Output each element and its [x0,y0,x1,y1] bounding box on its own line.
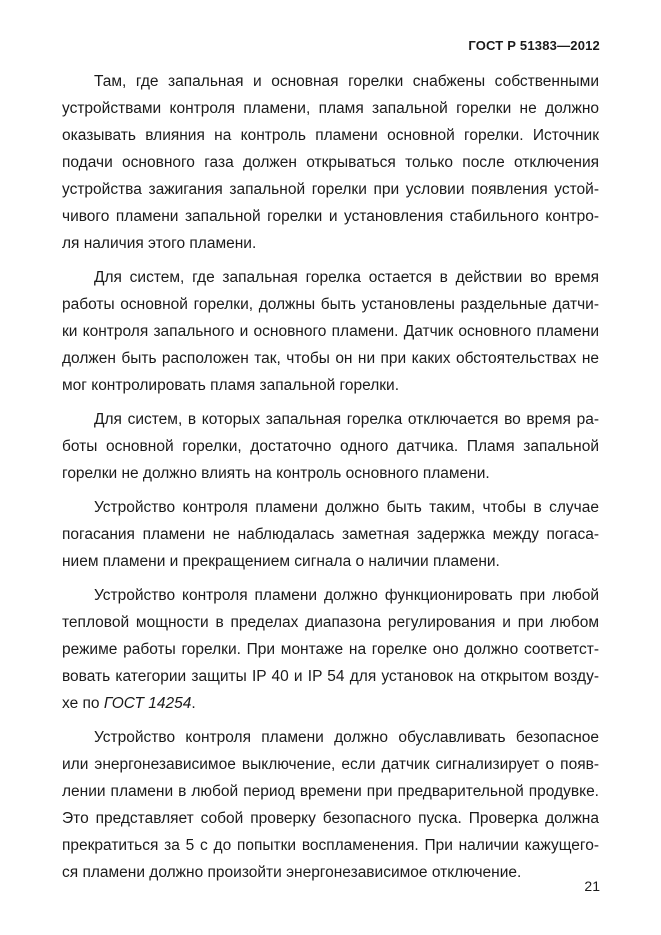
text-line: Устройство контроля пламени должно функционировать при любой [94,587,599,604]
text-line: Там, где запальная и основная горелки снабжены собственными [94,73,599,90]
paragraph [62,406,599,487]
text-line: должен быть расположен так, чтобы он ни при каких обстоятельствах не [62,350,599,367]
text-line: лении пламени в любой период времени при предварительной продувке. [62,783,599,800]
text-line: подачи основного газа должен открываться только после отключения [62,154,599,171]
text-line: нием пламени и прекращением сигнала о наличии пламени. [62,553,500,570]
paragraph [62,724,599,886]
text-line: ки контроля запального и основного пламени. Датчик основного пламени [62,323,599,340]
page-number: 21 [584,878,600,894]
text-fragment: хе по [62,695,104,712]
text-line: боты основной горелки, достаточно одного датчика. Пламя запальной [62,438,599,455]
text-line: вовать категории защиты IP 40 и IP 54 для установок на открытом возду- [62,668,599,685]
text-fragment: . [191,695,196,712]
text-line: Для систем, в которых запальная горелка отключается во время ра- [94,411,599,428]
text-line: устройства зажигания запальной горелки при условии появления устой- [62,181,599,198]
text-line: устройствами контроля пламени, пламя запальной горелки не должно [62,100,599,117]
text-line: Устройство контроля пламени должно обуславливать безопасное [94,729,599,746]
text-line: работы основной горелки, должны быть установлены раздельные датчи- [62,296,599,313]
text-line: ся пламени должно произойти энергонезависимое отключение. [62,864,522,881]
text-line [62,690,599,717]
text-line: мог контролировать пламя запальной горелки. [62,377,400,394]
text-line: Для систем, где запальная горелка остается в действии во время [94,269,599,286]
text-line: Это представляет собой проверку безопасного пуска. Проверка должна [62,810,599,827]
text-line: прекратиться за 5 с до попытки воспламенения. При наличии кажущего- [62,837,599,854]
standard-reference: ГОСТ 14254 [103,695,192,712]
paragraph [62,494,599,575]
text-line: или энергонезависимое выключение, если датчик сигнализирует о появ- [62,756,599,773]
text-line: горелки не должно влиять на контроль основного пламени. [62,465,490,482]
paragraph [62,264,599,399]
text-line: тепловой мощности в пределах диапазона регулирования и при любом [62,614,599,631]
text-line: режиме работы горелки. При монтаже на горелке оно должно соответст- [62,641,599,658]
text-line: оказывать влияния на контроль пламени основной горелки. Источник [62,127,599,144]
text-line: Устройство контроля пламени должно быть таким, чтобы в случае [94,499,599,516]
document-body [62,68,599,886]
text-line: чивого пламени запальной горелки и установления стабильного контро- [62,208,599,225]
document-header: ГОСТ Р 51383—2012 [468,38,600,53]
text-line: ля наличия этого пламени. [62,235,257,252]
text-line: погасания пламени не наблюдалась заметная задержка между погаса- [62,526,599,543]
paragraph [62,582,599,717]
paragraph [62,68,599,257]
